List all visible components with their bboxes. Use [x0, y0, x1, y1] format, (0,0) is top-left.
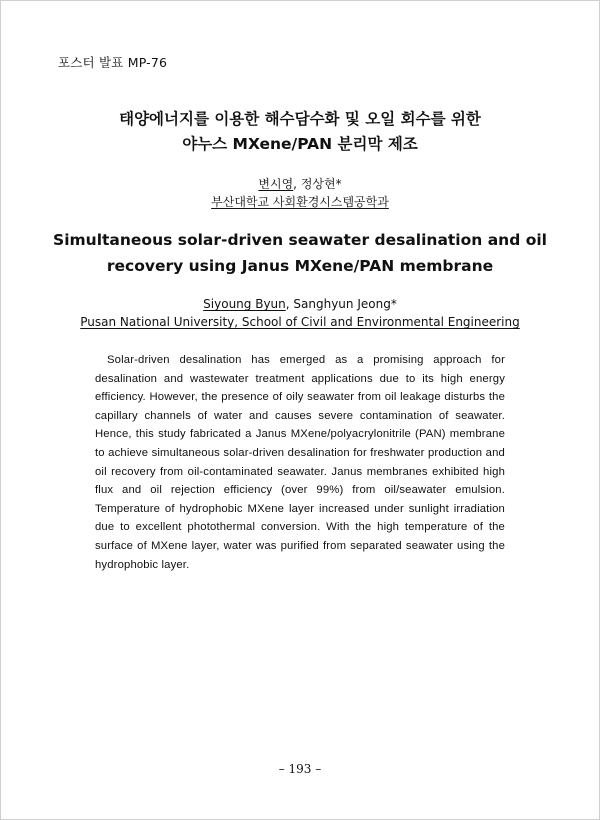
english-authors [0, 297, 600, 311]
korean-authors [0, 175, 600, 192]
english-author-2: Sanghyun Jeong* [293, 297, 397, 311]
korean-author-2: 정상현* [300, 177, 342, 191]
korean-author-separator: , [293, 177, 301, 191]
korean-title-line2: 야누스 MXene/PAN 분리막 제조 [182, 135, 418, 153]
abstract-text: Solar-driven desalination has emerged as a promising approach for desalination and wastewater treatment applications due to its high energy efficiency. However, the presence of oily seawater from oil leakage disturbs the capillary channels of water and causes severe contamination of seawater. Hence, this study fabricated a Janus MXene/polyacrylonitrile (PAN) membrane to achieve simultaneous solar-driven desalination for freshwater production and oil recovery from oil-contaminated seawater. Janus membranes exhibited high flux and oil rejection efficiency (over 99%) from oil/seawater emulsion. Temperature of hydrophobic MXene layer increased under sunlight irradiation due to excellent photothermal conversion. With the high temperature of the surface of MXene layer, water was purified from separated seawater using the hydrophobic layer. [95, 354, 505, 571]
english-author-separator: , [285, 297, 294, 311]
english-title-line2: recovery using Janus MXene/PAN membrane [106, 257, 494, 275]
english-author-1: Siyoung Byun [203, 297, 286, 311]
korean-affiliation [0, 193, 600, 210]
english-affiliation-text: Pusan National University, School of Civil and Environmental Engineering [80, 315, 520, 329]
page-number: – 193 – [278, 762, 322, 776]
korean-affiliation-text: 부산대학교 사회환경시스템공학과 [211, 195, 389, 209]
session-label: 포스터 발표 MP-76 [58, 55, 168, 70]
korean-author-1: 변시영 [258, 177, 294, 191]
english-affiliation [0, 315, 600, 329]
english-title-line1: Simultaneous solar-driven seawater desalination and oil [53, 231, 547, 249]
korean-title-line1: 태양에너지를 이용한 해수담수화 및 오일 회수를 위한 [119, 110, 481, 128]
